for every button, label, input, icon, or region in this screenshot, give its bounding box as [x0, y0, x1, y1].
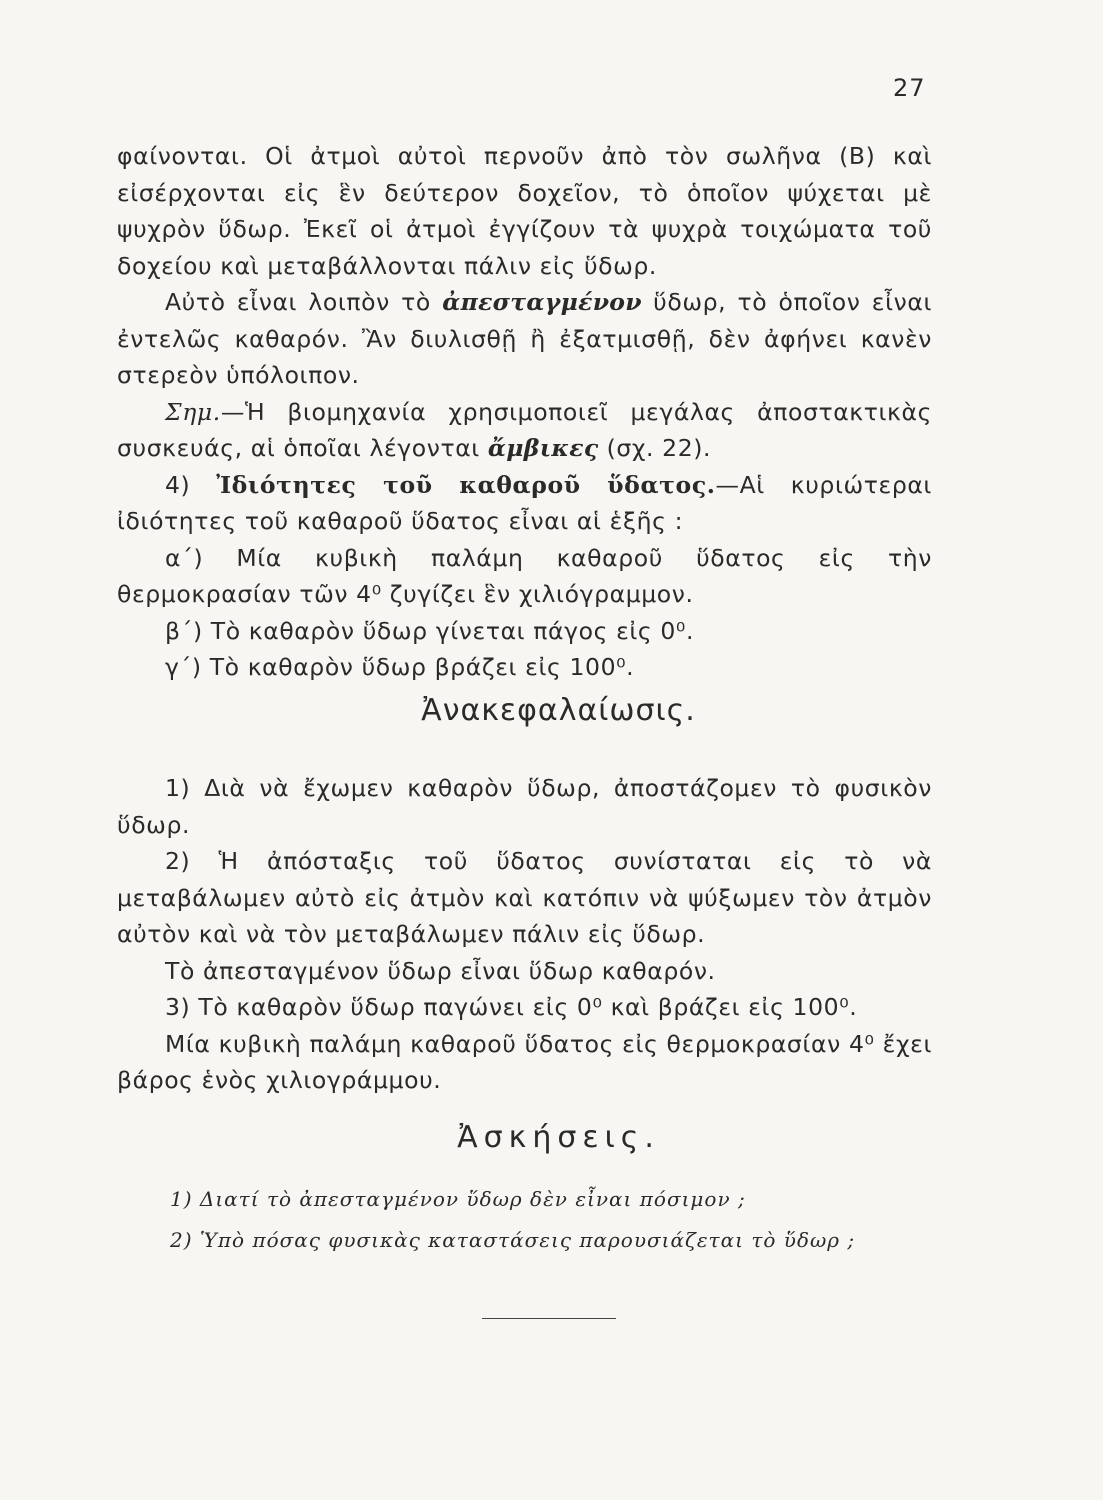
property-item: β΄) Τὸ καθαρὸν ὕδωρ γίνεται πάγος εἰς 0⁰.: [165, 616, 695, 645]
section-paragraph: [117, 467, 932, 540]
section-number: 4): [165, 470, 217, 499]
summary-item: 3) Τὸ καθαρὸν ὕδωρ παγώνει εἰς 0⁰ καὶ βράζει εἰς 100⁰.: [165, 993, 858, 1021]
exercise-item: 1) Διατί τὸ ἀπεσταγμένον ὕδωρ δὲν εἶναι πόσιμον ;: [170, 1187, 746, 1211]
text-run: —Αἱ κυριώτεραι ἰδιότητες τοῦ καθαροῦ ὕδατος εἶναι αἱ ἑξῆς :: [117, 470, 932, 535]
text-run: ὕδωρ, τὸ ὁποῖον εἶναι ἐντελῶς καθαρόν. Ἂν διυλισθῇ ἢ ἐξατμισθῇ, δὲν ἀφήνει κανὲν στερεὸν ὑπόλοιπον.: [117, 288, 932, 389]
page-number: 27: [893, 74, 926, 102]
main-text: [117, 138, 932, 686]
end-rule: [482, 1318, 616, 1319]
note-label: Σημ.: [165, 397, 221, 426]
property-item: α΄) Μία κυβικὴ παλάμη καθαροῦ ὕδατος εἰς τὴν θερμοκρασίαν τῶν 4⁰ ζυγίζει ἓν χιλιόγραμμον.: [117, 543, 932, 608]
summary-item: 1) Διὰ νὰ ἔχωμεν καθαρὸν ὕδωρ, ἀποστάζομεν τὸ φυσικὸν ὕδωρ.: [117, 774, 932, 839]
emphasized-term: ἄμβικες: [487, 434, 599, 462]
summary-item: Μία κυβικὴ παλάμη καθαροῦ ὕδατος εἰς θερμοκρασίαν 4⁰ ἔχει βάρος ἑνὸς χιλιογράμμου.: [117, 1029, 932, 1094]
summary-item: Τὸ ἀπεσταγμένον ὕδωρ εἶναι ὕδωρ καθαρόν.: [165, 956, 716, 985]
property-item: γ΄) Τὸ καθαρὸν ὕδωρ βράζει εἰς 100⁰.: [165, 653, 635, 681]
paragraph: [117, 284, 932, 394]
summary-text: [117, 770, 932, 1099]
note-paragraph: [117, 394, 932, 467]
summary-heading: Ἀνακεφαλαίωσις.: [421, 693, 696, 728]
text-run: Αὐτὸ εἶναι λοιπὸν τὸ: [165, 288, 443, 316]
summary-item: 2) Ἡ ἀπόσταξις τοῦ ὕδατος συνίσταται εἰς τὸ νὰ μεταβάλωμεν αὐτὸ εἰς ἀτμὸν καὶ κατόπιν νὰ ψύξωμεν τὸν ἀτμὸν αὐτὸν καὶ νὰ τὸν μεταβάλωμεν πάλιν εἰς ὕδωρ.: [117, 847, 932, 948]
emphasized-term: ἀπεσταγμένον: [442, 288, 642, 316]
exercise-item: 2) Ὑπὸ πόσας φυσικὰς καταστάσεις παρουσιάζεται τὸ ὕδωρ ;: [170, 1228, 856, 1252]
section-heading: Ἰδιότητες τοῦ καθαροῦ ὕδατος.: [216, 470, 716, 499]
text-run: —Ἡ βιομηχανία χρησιμοποιεῖ μεγάλας ἀποστακτικὰς συσκευάς, αἱ ὁποῖαι λέγονται: [117, 397, 932, 462]
exercises-heading: Ἀσκήσεις.: [457, 1120, 660, 1155]
paragraph: φαίνονται. Οἱ ἀτμοὶ αὐτοὶ περνοῦν ἀπὸ τὸν σωλῆνα (Β) καὶ εἰσέρχονται εἰς ἓν δεύτερον δοχεῖον, τὸ ὁποῖον ψύχεται μὲ ψυχρὸν ὕδωρ. Ἐκεῖ οἱ ἀτμοὶ ἐγγίζουν τὰ ψυχρὰ τοιχώματα τοῦ δοχείου καὶ μεταβάλλονται πάλιν εἰς ὕδωρ.: [117, 142, 932, 280]
text-run: (σχ. 22).: [598, 434, 712, 462]
